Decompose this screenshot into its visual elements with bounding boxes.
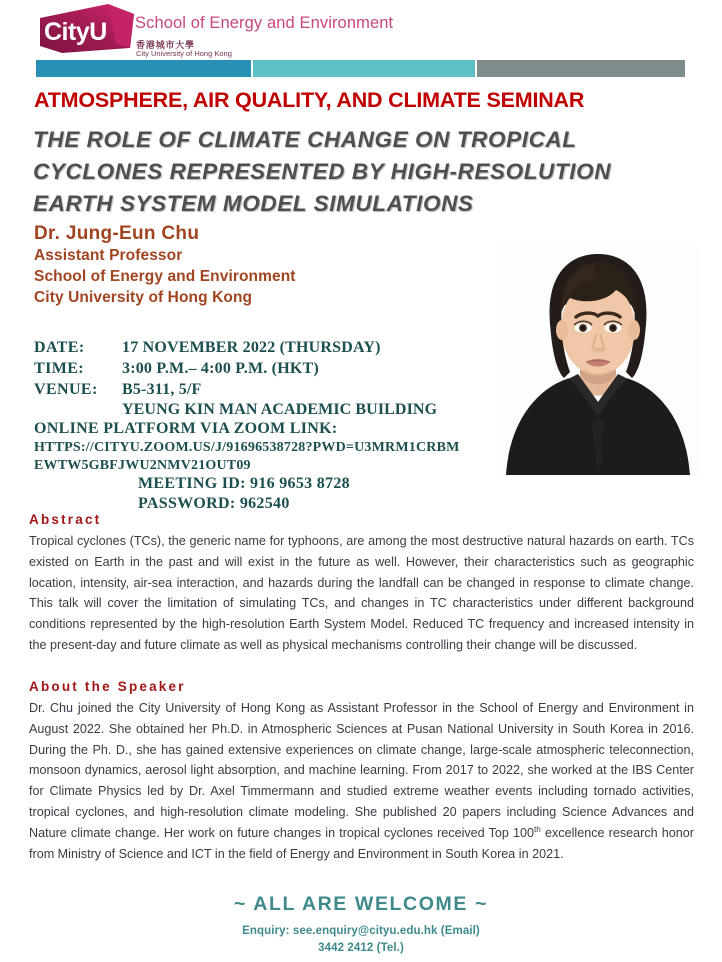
- speaker-university: City University of Hong Kong: [34, 289, 253, 307]
- about-speaker-text-part1: Dr. Chu joined the City University of Hong Kong as Assistant Professor in the School of Energy and Environment in August 2022. She obtained her Ph.D. in Atmospheric Sciences at Pusan National University in South Korea in 2016. During the Ph. D., she has gained extensive experiences on climate change, large-scale atmospheric teleconnection, monsoon dynamics, aerosol light absorption, and machine learning. From 2017 to 2022, she worked at the IBS Center for Climate Physics led by Dr. Axel Timmermann and studied extreme weather events including tornado activities, tropical cyclones, and high-resolution climate modeling. She published 20 papers including Science Advances and Nature climate change. Her work on future changes in tropical cyclones received Top 100: [29, 701, 694, 840]
- venue-building: YEUNG KIN MAN ACADEMIC BUILDING: [122, 401, 438, 419]
- zoom-heading: ONLINE PLATFORM VIA ZOOM LINK:: [34, 420, 338, 437]
- enquiry-block: [0, 923, 722, 956]
- poster-header: [0, 0, 722, 85]
- about-speaker-superscript: th: [534, 824, 541, 834]
- abstract-heading: Abstract: [29, 512, 102, 527]
- header-bar-teal: [253, 60, 475, 77]
- speaker-portrait-image: [496, 246, 700, 475]
- about-speaker-text-part2: excellence research honor from Ministry of Science and ICT in the field of Energy and Environment in South Korea in 2021.: [29, 825, 694, 861]
- date-label: DATE:: [34, 339, 85, 356]
- speaker-name: Dr. Jung-Eun Chu: [34, 223, 200, 244]
- poster-footer: [0, 893, 722, 956]
- speaker-school: School of Energy and Environment: [34, 268, 296, 286]
- zoom-link[interactable]: HTTPS://CITYU.ZOOM.US/J/91696538728?PWD=U3MRM1CRBMEWTW5GBFJWU2NMV21OUT09: [34, 440, 460, 473]
- time-value: 3:00 P.M.– 4:00 P.M. (HKT): [122, 359, 319, 377]
- speaker-info: [34, 222, 296, 309]
- date-value: 17 NOVEMBER 2022 (THURSDAY): [122, 339, 381, 356]
- detail-row-date: [34, 338, 437, 359]
- seminar-series-title: ATMOSPHERE, AIR QUALITY, AND CLIMATE SEMINAR: [34, 88, 585, 112]
- zoom-meeting-id: MEETING ID: 916 9653 8728: [138, 474, 350, 492]
- cityu-logo: [38, 4, 134, 54]
- venue-value: B5-311, 5/F: [122, 380, 202, 398]
- university-name-english: City University of Hong Kong: [136, 49, 232, 58]
- talk-title: THE ROLE OF CLIMATE CHANGE ON TROPICAL CYCLONES REPRESENTED BY HIGH-RESOLUTION EARTH SYSTEM MODEL SIMULATIONS: [33, 127, 612, 216]
- speaker-portrait: [496, 246, 700, 475]
- about-speaker-heading: About the Speaker: [29, 679, 186, 694]
- zoom-password: PASSWORD: 962540: [138, 495, 290, 513]
- school-name: School of Energy and Environment: [135, 14, 394, 32]
- detail-row-time: [34, 359, 437, 380]
- event-details: [34, 338, 437, 421]
- enquiry-tel: 3442 2412 (Tel.): [318, 941, 404, 954]
- cityu-logo-text: CityU: [44, 18, 107, 46]
- detail-row-venue: [34, 380, 437, 401]
- header-bar-gray: [477, 60, 685, 77]
- about-speaker-text: [29, 698, 694, 864]
- venue-label: VENUE:: [34, 380, 98, 398]
- zoom-info: [34, 419, 464, 515]
- header-bar-blue: [36, 60, 251, 77]
- enquiry-email[interactable]: Enquiry: see.enquiry@cityu.edu.hk (Email): [242, 925, 480, 937]
- welcome-message: ~ ALL ARE WELCOME ~: [234, 893, 488, 915]
- abstract-text: Tropical cyclones (TCs), the generic name for typhoons, are among the most destructive natural hazards on earth. TCs existed on Earth in the past and will exist in the future as well. However, their characteristics such as geographic location, intensity, air-sea interaction, and hazards during the landfall can be changed in response to climate change. This talk will cover the limitation of simulating TCs, and changes in TC characteristics under different background conditions represented by the high-resolution Earth System Model. Reduced TC frequency and increased intensity in the present-day and future climate as well as physical mechanisms controlling their change will be discussed.: [29, 534, 694, 652]
- university-name-chinese: 香港城市大學: [136, 41, 195, 51]
- speaker-title: Assistant Professor: [34, 247, 183, 265]
- time-label: TIME:: [34, 359, 84, 377]
